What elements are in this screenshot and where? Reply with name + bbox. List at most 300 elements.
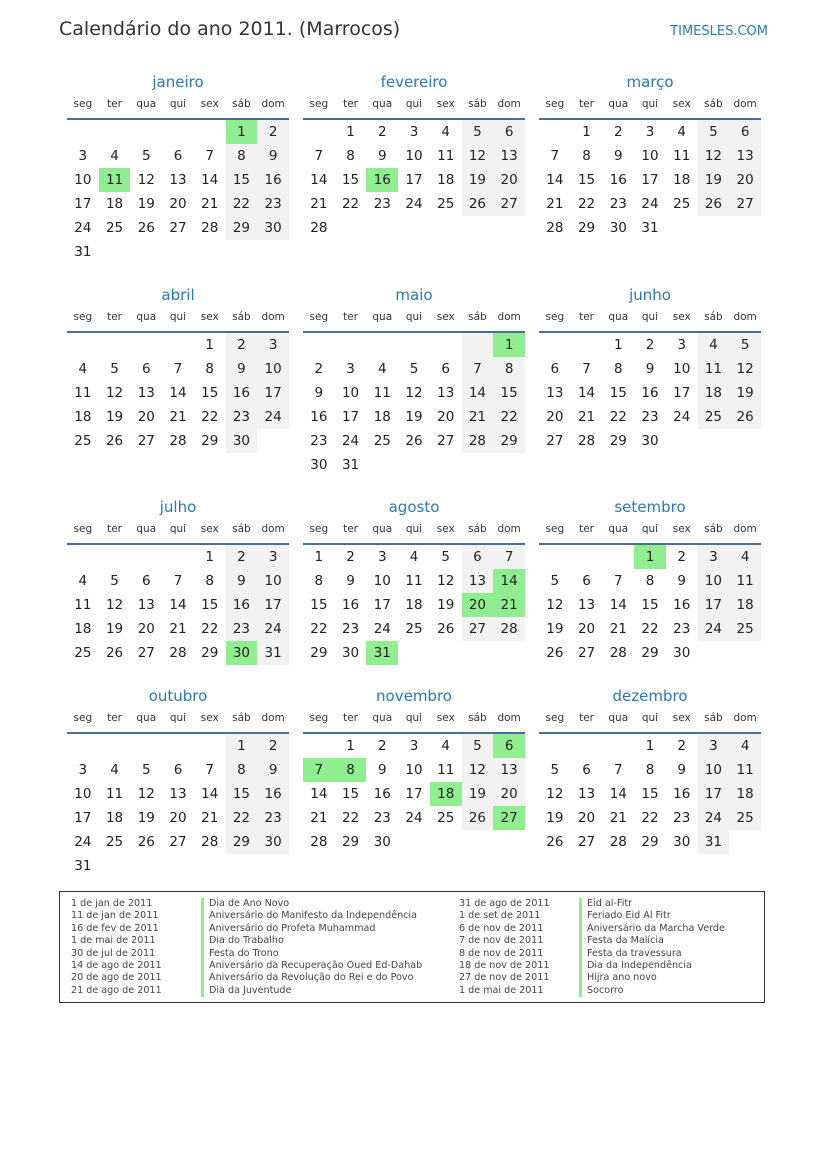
day-cell[interactable]: 27 xyxy=(137,645,155,661)
day-cell[interactable]: 16 xyxy=(609,172,627,188)
day-cell[interactable]: 24 xyxy=(698,617,730,641)
day-cell[interactable]: 24 xyxy=(341,433,360,449)
day-cell[interactable]: 12 xyxy=(105,385,124,401)
day-cell[interactable]: 15 xyxy=(201,385,219,401)
day-cell[interactable]: 13 xyxy=(729,144,761,168)
day-cell[interactable]: 7 xyxy=(314,148,324,164)
day-cell[interactable]: 21 xyxy=(169,621,187,637)
day-cell[interactable]: 30 xyxy=(673,834,691,850)
day-cell[interactable]: 9 xyxy=(677,762,686,778)
day-cell[interactable]: 13 xyxy=(169,172,187,188)
day-cell[interactable]: 8 xyxy=(226,144,258,168)
day-cell[interactable]: 29 xyxy=(226,830,258,854)
day-cell[interactable]: 16 xyxy=(257,782,289,806)
day-cell[interactable]: 24 xyxy=(405,196,423,212)
day-cell[interactable]: 3 xyxy=(645,124,655,140)
day-cell[interactable]: 15 xyxy=(201,597,219,613)
day-cell[interactable]: 26 xyxy=(137,834,155,850)
day-cell[interactable]: 8 xyxy=(226,758,258,782)
day-cell[interactable]: 5 xyxy=(729,333,761,357)
day-cell[interactable]: 2 xyxy=(257,734,289,758)
day-cell[interactable]: 4 xyxy=(78,361,88,377)
day-cell[interactable]: 18 xyxy=(698,381,730,405)
day-cell[interactable]: 25 xyxy=(74,433,92,449)
day-cell[interactable]: 19 xyxy=(405,409,423,425)
day-cell[interactable]: 17 xyxy=(373,597,391,613)
day-cell[interactable]: 30 xyxy=(673,645,691,661)
day-cell[interactable]: 31 xyxy=(366,641,398,665)
day-cell[interactable]: 14 xyxy=(546,172,564,188)
day-cell[interactable]: 9 xyxy=(677,573,686,589)
day-cell[interactable]: 18 xyxy=(74,621,92,637)
day-cell[interactable]: 10 xyxy=(257,569,289,593)
day-cell[interactable]: 26 xyxy=(546,834,564,850)
day-cell[interactable]: 6 xyxy=(141,573,151,589)
day-cell[interactable]: 12 xyxy=(698,144,730,168)
day-cell[interactable]: 15 xyxy=(341,786,360,802)
day-cell[interactable]: 13 xyxy=(493,758,525,782)
day-cell[interactable]: 13 xyxy=(137,385,155,401)
day-cell[interactable]: 8 xyxy=(645,762,655,778)
day-cell[interactable]: 1 xyxy=(634,545,666,569)
day-cell[interactable]: 1 xyxy=(346,124,355,140)
day-cell[interactable]: 6 xyxy=(582,762,591,778)
day-cell[interactable]: 8 xyxy=(205,361,214,377)
day-cell[interactable]: 6 xyxy=(729,120,761,144)
day-cell[interactable]: 25 xyxy=(74,645,92,661)
day-cell[interactable]: 29 xyxy=(341,834,360,850)
day-cell[interactable]: 7 xyxy=(173,361,183,377)
day-cell[interactable]: 26 xyxy=(546,645,564,661)
day-cell[interactable]: 2 xyxy=(314,361,324,377)
day-cell[interactable]: 2 xyxy=(613,124,623,140)
day-cell[interactable]: 22 xyxy=(201,409,219,425)
day-cell[interactable]: 2 xyxy=(346,549,355,565)
day-cell[interactable]: 14 xyxy=(201,786,219,802)
day-cell[interactable]: 20 xyxy=(577,621,596,637)
day-cell[interactable]: 26 xyxy=(105,433,124,449)
day-cell[interactable]: 28 xyxy=(169,433,187,449)
day-cell[interactable]: 31 xyxy=(698,830,730,854)
day-cell[interactable]: 27 xyxy=(577,645,596,661)
day-cell[interactable]: 28 xyxy=(201,220,219,236)
day-cell[interactable]: 18 xyxy=(729,782,761,806)
day-cell[interactable]: 28 xyxy=(310,220,328,236)
day-cell[interactable]: 26 xyxy=(462,806,494,830)
day-cell[interactable]: 4 xyxy=(698,333,730,357)
day-cell[interactable]: 28 xyxy=(546,220,564,236)
day-cell[interactable]: 10 xyxy=(257,357,289,381)
day-cell[interactable]: 27 xyxy=(169,220,187,236)
day-cell[interactable]: 1 xyxy=(205,337,214,353)
day-cell[interactable]: 21 xyxy=(201,196,219,212)
day-cell[interactable]: 22 xyxy=(609,409,627,425)
day-cell[interactable]: 4 xyxy=(78,573,88,589)
day-cell[interactable]: 28 xyxy=(169,645,187,661)
day-cell[interactable]: 21 xyxy=(577,409,596,425)
day-cell[interactable]: 14 xyxy=(577,385,596,401)
day-cell[interactable]: 16 xyxy=(641,385,659,401)
day-cell[interactable]: 20 xyxy=(729,168,761,192)
day-cell[interactable]: 25 xyxy=(729,806,761,830)
day-cell[interactable]: 6 xyxy=(173,762,183,778)
day-cell[interactable]: 4 xyxy=(677,124,686,140)
day-cell[interactable]: 18 xyxy=(373,409,391,425)
day-cell[interactable]: 25 xyxy=(729,617,761,641)
day-cell[interactable]: 9 xyxy=(314,385,324,401)
day-cell[interactable]: 7 xyxy=(613,573,623,589)
day-cell[interactable]: 26 xyxy=(137,220,155,236)
day-cell[interactable]: 15 xyxy=(577,172,596,188)
day-cell[interactable]: 19 xyxy=(437,597,455,613)
day-cell[interactable]: 11 xyxy=(437,762,455,778)
day-cell[interactable]: 23 xyxy=(673,621,691,637)
day-cell[interactable]: 24 xyxy=(373,621,391,637)
day-cell[interactable]: 16 xyxy=(373,786,391,802)
day-cell[interactable]: 6 xyxy=(493,120,525,144)
day-cell[interactable]: 26 xyxy=(698,192,730,216)
day-cell[interactable]: 12 xyxy=(137,172,155,188)
day-cell[interactable]: 21 xyxy=(546,196,564,212)
day-cell[interactable]: 16 xyxy=(226,381,258,405)
day-cell[interactable]: 10 xyxy=(698,569,730,593)
day-cell[interactable]: 10 xyxy=(74,786,92,802)
day-cell[interactable]: 6 xyxy=(550,361,560,377)
day-cell[interactable]: 22 xyxy=(201,621,219,637)
day-cell[interactable]: 8 xyxy=(346,148,355,164)
day-cell[interactable]: 17 xyxy=(257,593,289,617)
day-cell[interactable]: 5 xyxy=(441,549,450,565)
day-cell[interactable]: 17 xyxy=(405,172,423,188)
day-cell[interactable]: 15 xyxy=(493,381,525,405)
day-cell[interactable]: 29 xyxy=(641,645,659,661)
day-cell[interactable]: 17 xyxy=(698,593,730,617)
day-cell[interactable]: 14 xyxy=(609,597,627,613)
day-cell[interactable]: 4 xyxy=(441,124,450,140)
day-cell[interactable]: 5 xyxy=(141,762,151,778)
day-cell[interactable]: 10 xyxy=(641,148,659,164)
day-cell[interactable]: 21 xyxy=(462,405,494,429)
day-cell[interactable]: 2 xyxy=(226,545,258,569)
day-cell[interactable]: 30 xyxy=(641,433,659,449)
day-cell[interactable]: 23 xyxy=(373,196,391,212)
day-cell[interactable]: 11 xyxy=(729,758,761,782)
brand-link[interactable]: TIMESLES.COM xyxy=(670,24,768,39)
day-cell[interactable]: 12 xyxy=(405,385,423,401)
day-cell[interactable]: 19 xyxy=(729,381,761,405)
day-cell[interactable]: 29 xyxy=(641,834,659,850)
day-cell[interactable]: 19 xyxy=(105,409,124,425)
day-cell[interactable]: 11 xyxy=(437,148,455,164)
day-cell[interactable]: 9 xyxy=(613,148,623,164)
day-cell[interactable]: 31 xyxy=(641,220,659,236)
day-cell[interactable]: 21 xyxy=(201,810,219,826)
day-cell[interactable]: 24 xyxy=(257,405,289,429)
day-cell[interactable]: 14 xyxy=(310,786,328,802)
day-cell[interactable]: 8 xyxy=(645,573,655,589)
day-cell[interactable]: 24 xyxy=(698,806,730,830)
day-cell[interactable]: 11 xyxy=(698,357,730,381)
day-cell[interactable]: 28 xyxy=(310,834,328,850)
day-cell[interactable]: 15 xyxy=(641,597,659,613)
day-cell[interactable]: 3 xyxy=(257,333,289,357)
day-cell[interactable]: 2 xyxy=(226,333,258,357)
day-cell[interactable]: 4 xyxy=(441,738,450,754)
day-cell[interactable]: 20 xyxy=(137,409,155,425)
day-cell[interactable]: 13 xyxy=(577,597,596,613)
day-cell[interactable]: 11 xyxy=(373,385,391,401)
day-cell[interactable]: 5 xyxy=(550,762,560,778)
day-cell[interactable]: 14 xyxy=(201,172,219,188)
day-cell[interactable]: 23 xyxy=(257,192,289,216)
day-cell[interactable]: 9 xyxy=(346,573,355,589)
day-cell[interactable]: 9 xyxy=(257,758,289,782)
day-cell[interactable]: 15 xyxy=(226,168,258,192)
day-cell[interactable]: 12 xyxy=(729,357,761,381)
day-cell[interactable]: 5 xyxy=(462,734,494,758)
day-cell[interactable]: 8 xyxy=(582,148,591,164)
day-cell[interactable]: 27 xyxy=(729,192,761,216)
day-cell[interactable]: 17 xyxy=(673,385,691,401)
day-cell[interactable]: 25 xyxy=(698,405,730,429)
day-cell[interactable]: 9 xyxy=(226,569,258,593)
day-cell[interactable]: 20 xyxy=(437,409,455,425)
day-cell[interactable]: 10 xyxy=(698,758,730,782)
day-cell[interactable]: 19 xyxy=(462,782,494,806)
day-cell[interactable]: 27 xyxy=(169,834,187,850)
day-cell[interactable]: 1 xyxy=(205,549,214,565)
day-cell[interactable]: 22 xyxy=(493,405,525,429)
day-cell[interactable]: 7 xyxy=(205,762,214,778)
day-cell[interactable]: 19 xyxy=(462,168,494,192)
day-cell[interactable]: 11 xyxy=(99,168,131,192)
day-cell[interactable]: 22 xyxy=(641,621,659,637)
day-cell[interactable]: 18 xyxy=(74,409,92,425)
day-cell[interactable]: 2 xyxy=(377,124,387,140)
day-cell[interactable]: 3 xyxy=(698,545,730,569)
day-cell[interactable]: 20 xyxy=(169,196,187,212)
day-cell[interactable]: 3 xyxy=(78,762,88,778)
day-cell[interactable]: 3 xyxy=(409,124,419,140)
day-cell[interactable]: 12 xyxy=(462,758,494,782)
day-cell[interactable]: 28 xyxy=(609,834,627,850)
day-cell[interactable]: 10 xyxy=(373,573,391,589)
day-cell[interactable]: 14 xyxy=(310,172,328,188)
day-cell[interactable]: 1 xyxy=(613,337,623,353)
day-cell[interactable]: 2 xyxy=(645,337,655,353)
day-cell[interactable]: 25 xyxy=(437,196,455,212)
day-cell[interactable]: 14 xyxy=(169,597,187,613)
day-cell[interactable]: 24 xyxy=(74,220,92,236)
day-cell[interactable]: 27 xyxy=(493,192,525,216)
day-cell[interactable]: 11 xyxy=(729,569,761,593)
day-cell[interactable]: 28 xyxy=(577,433,596,449)
day-cell[interactable]: 17 xyxy=(74,810,92,826)
day-cell[interactable]: 16 xyxy=(310,409,328,425)
day-cell[interactable]: 16 xyxy=(673,597,691,613)
day-cell[interactable]: 1 xyxy=(314,549,324,565)
day-cell[interactable]: 18 xyxy=(105,196,124,212)
day-cell[interactable]: 3 xyxy=(409,738,419,754)
day-cell[interactable]: 9 xyxy=(377,148,387,164)
day-cell[interactable]: 29 xyxy=(201,645,219,661)
day-cell[interactable]: 30 xyxy=(257,830,289,854)
day-cell[interactable]: 24 xyxy=(257,617,289,641)
day-cell[interactable]: 5 xyxy=(110,361,119,377)
day-cell[interactable]: 15 xyxy=(310,597,328,613)
day-cell[interactable]: 12 xyxy=(462,144,494,168)
day-cell[interactable]: 19 xyxy=(546,810,564,826)
day-cell[interactable]: 2 xyxy=(257,120,289,144)
day-cell[interactable]: 11 xyxy=(105,786,124,802)
day-cell[interactable]: 20 xyxy=(493,168,525,192)
day-cell[interactable]: 12 xyxy=(546,597,564,613)
day-cell[interactable]: 23 xyxy=(373,810,391,826)
day-cell[interactable]: 3 xyxy=(78,148,88,164)
day-cell[interactable]: 25 xyxy=(673,196,691,212)
day-cell[interactable]: 15 xyxy=(641,786,659,802)
day-cell[interactable]: 24 xyxy=(673,409,691,425)
day-cell[interactable]: 22 xyxy=(226,192,258,216)
day-cell[interactable]: 22 xyxy=(641,810,659,826)
day-cell[interactable]: 6 xyxy=(441,361,450,377)
day-cell[interactable]: 17 xyxy=(698,782,730,806)
day-cell[interactable]: 30 xyxy=(226,429,258,453)
day-cell[interactable]: 30 xyxy=(609,220,627,236)
day-cell[interactable]: 17 xyxy=(405,786,423,802)
day-cell[interactable]: 4 xyxy=(729,545,761,569)
day-cell[interactable]: 26 xyxy=(105,645,124,661)
day-cell[interactable]: 2 xyxy=(677,549,686,565)
day-cell[interactable]: 1 xyxy=(645,738,655,754)
day-cell[interactable]: 23 xyxy=(226,405,258,429)
day-cell[interactable]: 7 xyxy=(173,573,183,589)
day-cell[interactable]: 18 xyxy=(430,782,462,806)
day-cell[interactable]: 13 xyxy=(493,144,525,168)
day-cell[interactable]: 19 xyxy=(137,810,155,826)
day-cell[interactable]: 6 xyxy=(141,361,151,377)
day-cell[interactable]: 5 xyxy=(141,148,151,164)
day-cell[interactable]: 21 xyxy=(169,409,187,425)
day-cell[interactable]: 1 xyxy=(582,124,591,140)
day-cell[interactable]: 13 xyxy=(169,786,187,802)
day-cell[interactable]: 14 xyxy=(493,569,525,593)
day-cell[interactable]: 15 xyxy=(609,385,627,401)
day-cell[interactable]: 1 xyxy=(226,120,258,144)
day-cell[interactable]: 18 xyxy=(405,597,423,613)
day-cell[interactable]: 21 xyxy=(493,593,525,617)
day-cell[interactable]: 5 xyxy=(462,120,494,144)
day-cell[interactable]: 22 xyxy=(341,196,360,212)
day-cell[interactable]: 9 xyxy=(226,357,258,381)
day-cell[interactable]: 24 xyxy=(74,834,92,850)
day-cell[interactable]: 29 xyxy=(577,220,596,236)
day-cell[interactable]: 29 xyxy=(201,433,219,449)
day-cell[interactable]: 12 xyxy=(437,573,455,589)
day-cell[interactable]: 29 xyxy=(310,645,328,661)
day-cell[interactable]: 17 xyxy=(341,409,360,425)
day-cell[interactable]: 7 xyxy=(462,357,494,381)
day-cell[interactable]: 28 xyxy=(201,834,219,850)
day-cell[interactable]: 23 xyxy=(673,810,691,826)
day-cell[interactable]: 14 xyxy=(169,385,187,401)
day-cell[interactable]: 23 xyxy=(310,433,328,449)
day-cell[interactable]: 26 xyxy=(729,405,761,429)
day-cell[interactable]: 3 xyxy=(257,545,289,569)
day-cell[interactable]: 7 xyxy=(550,148,560,164)
day-cell[interactable]: 5 xyxy=(698,120,730,144)
day-cell[interactable]: 15 xyxy=(341,172,360,188)
day-cell[interactable]: 30 xyxy=(226,641,258,665)
day-cell[interactable]: 17 xyxy=(74,196,92,212)
day-cell[interactable]: 8 xyxy=(314,573,324,589)
day-cell[interactable]: 18 xyxy=(729,593,761,617)
day-cell[interactable]: 22 xyxy=(577,196,596,212)
day-cell[interactable]: 16 xyxy=(257,168,289,192)
day-cell[interactable]: 12 xyxy=(546,786,564,802)
day-cell[interactable]: 8 xyxy=(335,758,367,782)
day-cell[interactable]: 3 xyxy=(346,361,355,377)
day-cell[interactable]: 16 xyxy=(226,593,258,617)
day-cell[interactable]: 31 xyxy=(74,244,92,260)
day-cell[interactable]: 27 xyxy=(462,617,494,641)
day-cell[interactable]: 27 xyxy=(577,834,596,850)
day-cell[interactable]: 19 xyxy=(105,621,124,637)
day-cell[interactable]: 2 xyxy=(677,738,686,754)
day-cell[interactable]: 7 xyxy=(493,545,525,569)
day-cell[interactable]: 23 xyxy=(226,617,258,641)
day-cell[interactable]: 30 xyxy=(257,216,289,240)
day-cell[interactable]: 19 xyxy=(698,168,730,192)
day-cell[interactable]: 17 xyxy=(641,172,659,188)
day-cell[interactable]: 28 xyxy=(493,617,525,641)
day-cell[interactable]: 5 xyxy=(110,573,119,589)
day-cell[interactable]: 4 xyxy=(110,762,119,778)
day-cell[interactable]: 8 xyxy=(205,573,214,589)
day-cell[interactable]: 16 xyxy=(673,786,691,802)
day-cell[interactable]: 14 xyxy=(462,381,494,405)
day-cell[interactable]: 14 xyxy=(609,786,627,802)
day-cell[interactable]: 13 xyxy=(546,385,564,401)
day-cell[interactable]: 24 xyxy=(405,810,423,826)
day-cell[interactable]: 19 xyxy=(546,621,564,637)
day-cell[interactable]: 13 xyxy=(462,569,494,593)
day-cell[interactable]: 29 xyxy=(226,216,258,240)
day-cell[interactable]: 26 xyxy=(462,192,494,216)
day-cell[interactable]: 18 xyxy=(437,172,455,188)
day-cell[interactable]: 4 xyxy=(377,361,387,377)
day-cell[interactable]: 12 xyxy=(137,786,155,802)
day-cell[interactable]: 7 xyxy=(582,361,591,377)
day-cell[interactable]: 31 xyxy=(257,641,289,665)
day-cell[interactable]: 23 xyxy=(609,196,627,212)
day-cell[interactable]: 11 xyxy=(74,385,92,401)
day-cell[interactable]: 23 xyxy=(641,409,659,425)
day-cell[interactable]: 27 xyxy=(437,433,455,449)
day-cell[interactable]: 22 xyxy=(341,810,360,826)
day-cell[interactable]: 13 xyxy=(577,786,596,802)
day-cell[interactable]: 10 xyxy=(405,762,423,778)
day-cell[interactable]: 12 xyxy=(105,597,124,613)
day-cell[interactable]: 16 xyxy=(341,597,360,613)
day-cell[interactable]: 28 xyxy=(609,645,627,661)
day-cell[interactable]: 1 xyxy=(346,738,355,754)
day-cell[interactable]: 20 xyxy=(577,810,596,826)
day-cell[interactable]: 6 xyxy=(582,573,591,589)
day-cell[interactable]: 27 xyxy=(493,806,525,830)
day-cell[interactable]: 16 xyxy=(366,168,398,192)
day-cell[interactable]: 30 xyxy=(310,457,328,473)
